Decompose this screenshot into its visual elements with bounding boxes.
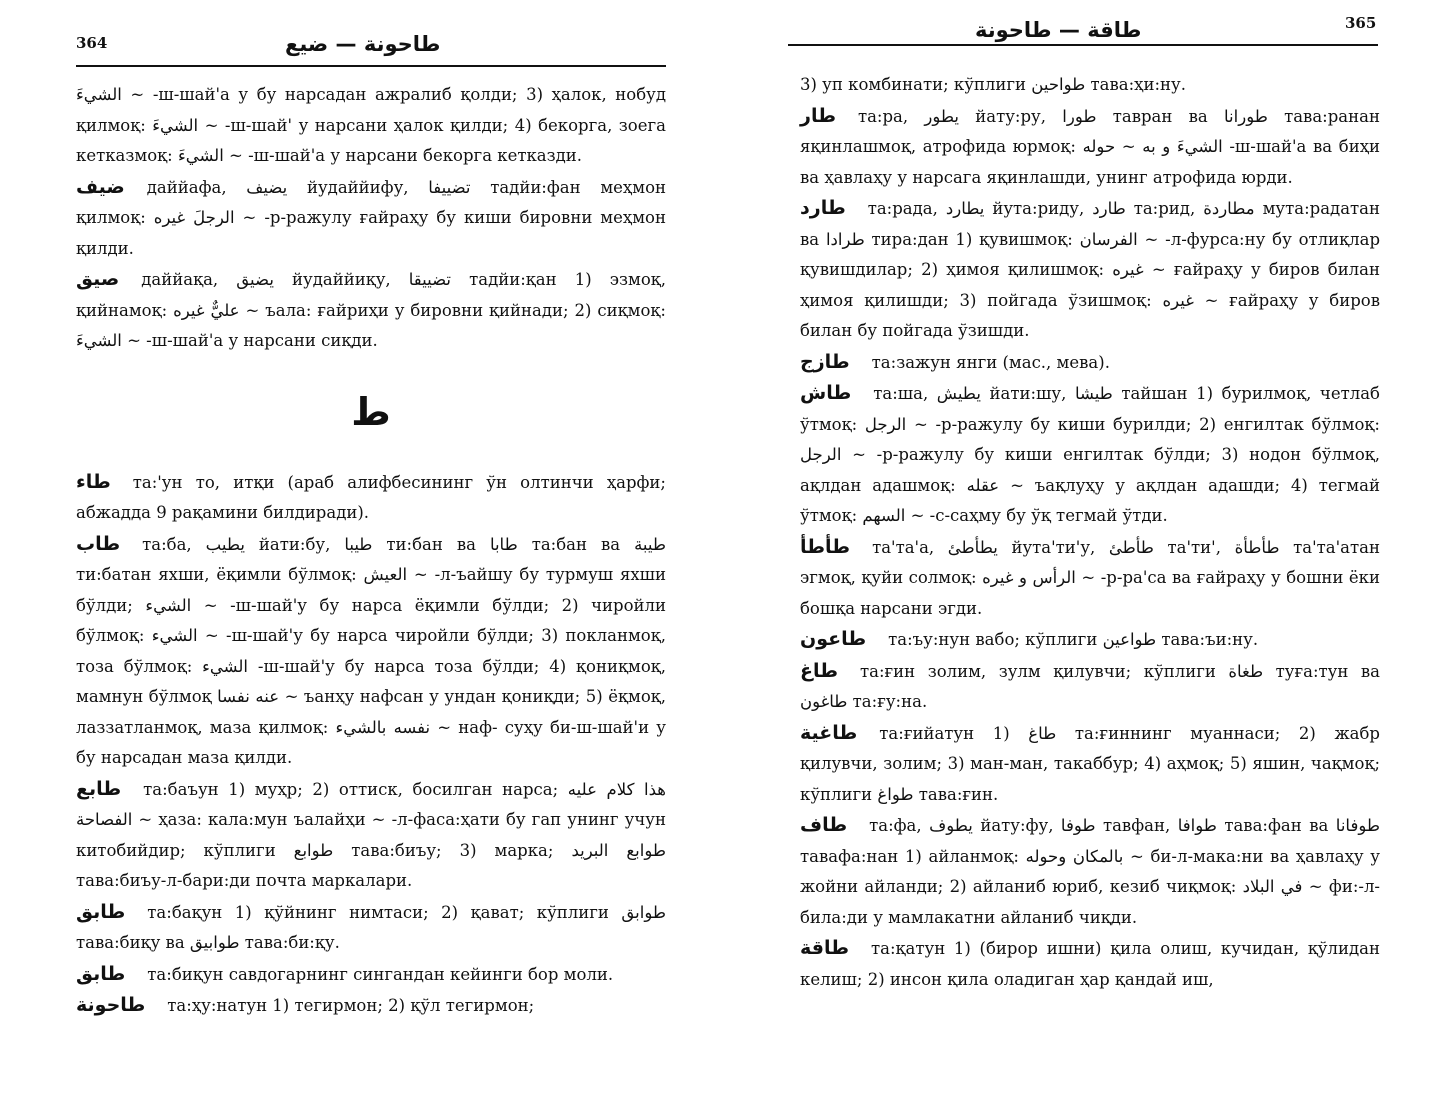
headword: طازج — [800, 350, 850, 373]
dictionary-entry — [76, 467, 666, 529]
entry-definition: та:ғин золим, зулм қилувчи; кўплиги طغاة туға:тун ва طاغون та:ғу:на. — [800, 661, 1380, 711]
headword: طاء — [76, 470, 111, 493]
headword: طار — [800, 104, 836, 127]
entry-continuation — [76, 80, 666, 172]
headword: طابق — [76, 900, 126, 923]
dictionary-entry — [76, 264, 666, 357]
headword: طاقة — [800, 937, 849, 959]
entry-definition: та:зажун янги (мас., мева). — [871, 352, 1110, 372]
entry-definition: та:ғийатун 1) طاغ та:ғиннинг муаннаси; 2) жабр қилувчи, золим; 3) ман-ман, такаббур; 4) аҳмоқ; 5) яшин, чақмоқ; кўплиги طواغ тава:ғин. — [800, 723, 1380, 804]
headword: طاف — [800, 814, 848, 836]
headword: طاغ — [800, 659, 839, 682]
headword: ضيف — [76, 175, 125, 198]
entry-continuation — [800, 70, 1380, 101]
dictionary-entry — [800, 656, 1380, 718]
entry-definition: 3) уп комбинати; кўплиги طواحين тава:ҳи:ну. — [800, 75, 1186, 94]
page-number: 365 — [1345, 14, 1377, 32]
dictionary-entry — [800, 810, 1380, 933]
dictionary-entry — [800, 624, 1380, 656]
dictionary-entry — [800, 718, 1380, 811]
headword: طابع — [76, 777, 122, 800]
entry-definition: та:фа, يطوف йату:фу, طوفا тавфан, طوافا тава:фан ва طوفانا тавафа:нан 1) айланмоқ: بالمكان وحوله ~ би-л-мака:ни ва ҳавлаҳу у жойни айланди; 2) айланиб юриб, кезиб чиқмоқ: في البلاد ~ фи:-л-била:ди у мамлакатни айланиб чиқди. — [800, 816, 1381, 927]
header-rule — [76, 65, 666, 67]
entry-definition: та'та'а, يطأطئ йута'ти'у, طأطئ та'ти', طأطأة та'та'атан эгмоқ, қуйи солмоқ: الرأس و غيره ~ -р-ра'са ва ғайраҳу у бошни ёки бошқа нарсани эгди. — [800, 537, 1380, 618]
page-body — [76, 80, 666, 1022]
headword: طارد — [800, 197, 846, 219]
dictionary-entry — [800, 532, 1380, 625]
left-page — [0, 0, 680, 1114]
headword: طابق — [76, 962, 126, 985]
entry-definition: та:бақун 1) қўйнинг нимтаси; 2) қават; кўплиги طوابق тава:биқу ва طوابيق тава:би:қу. — [76, 902, 666, 952]
headword: طاغية — [800, 721, 858, 744]
entry-definition: та:қатун 1) (бирор ишни) қила олиш, кучидан, қўлидан келиш; 2) инсон қила оладиган ҳар қандай иш, — [800, 939, 1380, 989]
dictionary-entry — [76, 990, 666, 1022]
entry-definition: даййақа, يضيق йудаййиқу, تضييقا тадйи:қан 1) эзмоқ, қийнамоқ: عليٌّ غيره ~ ъала: ғайриҳи у бировни қийнади; 2) сиқмоқ: الشيءَ ~ -ш-шай'а у нарсани сиқди. — [76, 270, 667, 350]
dictionary-entry — [800, 101, 1380, 194]
entry-definition: та:рада, يطارد йута:риду, طارد та:рид, مطاردة мута:радатан ва طرادا тира:дан 1) қувишмоқ: الفرسان ~ -л-фурса:ну бу отлиқлар қувишдилар; 2) ҳимоя қилишмоқ: غيره ~ ғайраҳу у биров билан ҳимоя қилишди; 3) пойгада ўзишмоқ: غيره ~ ғайраҳу у биров билан бу пойгада ўзишди. — [800, 199, 1381, 340]
entry-definition: та:ба, يطيب йати:бу, طيبا ти:бан ва طابا та:бан ва طيبة ти:батан яхши, ёқимли бўлмоқ: العيش ~ -л-ъайшу бу турмуш яхши бўлди; الشيء ~ -ш-шай'у бу нарса ёқимли бўлди; 2) чиройли бўлмоқ: الشيء ~ -ш-шай'у бу нарса чиройли бўлди; 3) покланмоқ, тоза бўлмоқ: الشيء -ш-шай'у бу нарса тоза бўлди; 4) қониқмоқ, мамнун бўлмоқ عنه نفسا ~ ъанҳу нафсан у ундан қониқди; 5) ёқмоқ, лаззатланмоқ, маза қилмоқ: نفسه بالشيء ~ наф- суҳу би-ш-шай'и у бу нарсадан маза қилди. — [76, 534, 667, 767]
entry-definition: та:ҳу:натун 1) тегирмон; 2) қўл тегирмон; — [167, 996, 535, 1015]
running-head: طاحونة — ضيع — [285, 32, 441, 56]
headword: صيق — [76, 268, 120, 290]
section-letter: ط — [351, 389, 391, 434]
entry-definition: الشيءَ ~ -ш-шай'а у бу нарсадан ажралиб қолди; 3) ҳалок, нобуд қилмоқ: الشيءَ ~ -ш-шай' у нарсани ҳалок қилди; 4) бекорга, зоега кетказмоқ: الشيءَ ~ -ш-шай'а у нарсани бекорга кетказди. — [76, 85, 666, 165]
entry-definition: та:ъу:нун вабо; кўплиги طواعين тава:ъи:ну. — [888, 630, 1259, 649]
page-body — [800, 70, 1380, 995]
dictionary-entry — [76, 959, 666, 991]
header-rule — [788, 44, 1378, 46]
page-number: 364 — [76, 34, 108, 52]
dictionary-entry — [76, 529, 666, 774]
headword: طاحونة — [76, 994, 146, 1016]
headword: طاش — [800, 382, 852, 404]
dictionary-entry — [800, 933, 1380, 995]
dictionary-entry — [76, 172, 666, 265]
headword: طاعون — [800, 628, 867, 650]
right-page — [720, 0, 1400, 1114]
running-head: طاقة — طاحونة — [975, 18, 1142, 42]
entry-definition: та:ра, يطور йату:ру, طورا тавран ва طورانا тава:ранан яқинлашмоқ, атрофида юрмоқ: الشيءَ و به ~ حوله -ш-шай'а ва биҳи ва ҳавлаҳу у нарсага яқинлашди, унинг атрофида юрди. — [800, 106, 1380, 187]
entry-definition: даййафа, يضيف йудаййифу, تضييفا тадйи:фан меҳмон қилмоқ: الرجلَ غيره ~ -р-ражулу ғайраҳу бу киши бировни меҳмон қилди. — [76, 177, 666, 258]
dictionary-entry — [800, 347, 1380, 379]
entry-definition: та:биқун савдогарнинг сингандан кейинги бор моли. — [147, 964, 614, 984]
entry-definition: та:баъун 1) муҳр; 2) оттиск, босилган нарса; هذا كلام عليه الفصاحة ~ ҳаза: кала:мун ъалайҳи ~ -л-фаса:ҳати бу гап унинг учун китобийдир; кўплиги طوابع тава:биъу; 3) марка; طوابع البريد тава:биъу-л-бари:ди почта маркалари. — [76, 779, 666, 890]
headword: طأطأ — [800, 535, 851, 558]
entry-definition: та:ша, يطيش йати:шу, طيشا тайшан 1) бурилмоқ, четлаб ўтмоқ: الرجل ~ -р-ражулу бу киши бурилди; 2) енгилтак бўлмоқ: الرجل ~ -р-ражулу бу киши енгилтак бўлди; 3) нодон бўлмоқ, ақлдан адашмоқ: عقله ~ ъақлуҳу у ақлдан адашди; 4) тегмай ўтмоқ: السهم ~ -с-саҳму бу ўқ тегмай ўтди. — [800, 384, 1380, 525]
dictionary-entry — [800, 193, 1380, 347]
dictionary-entry — [76, 897, 666, 959]
dictionary-entry — [76, 774, 666, 897]
dictionary-entry — [800, 378, 1380, 532]
headword: طاب — [76, 532, 121, 555]
entry-definition: та:'ун то, итқи (араб алифбесининг ўн олтинчи ҳарфи; абжадда 9 рақамини билдиради). — [76, 472, 666, 522]
